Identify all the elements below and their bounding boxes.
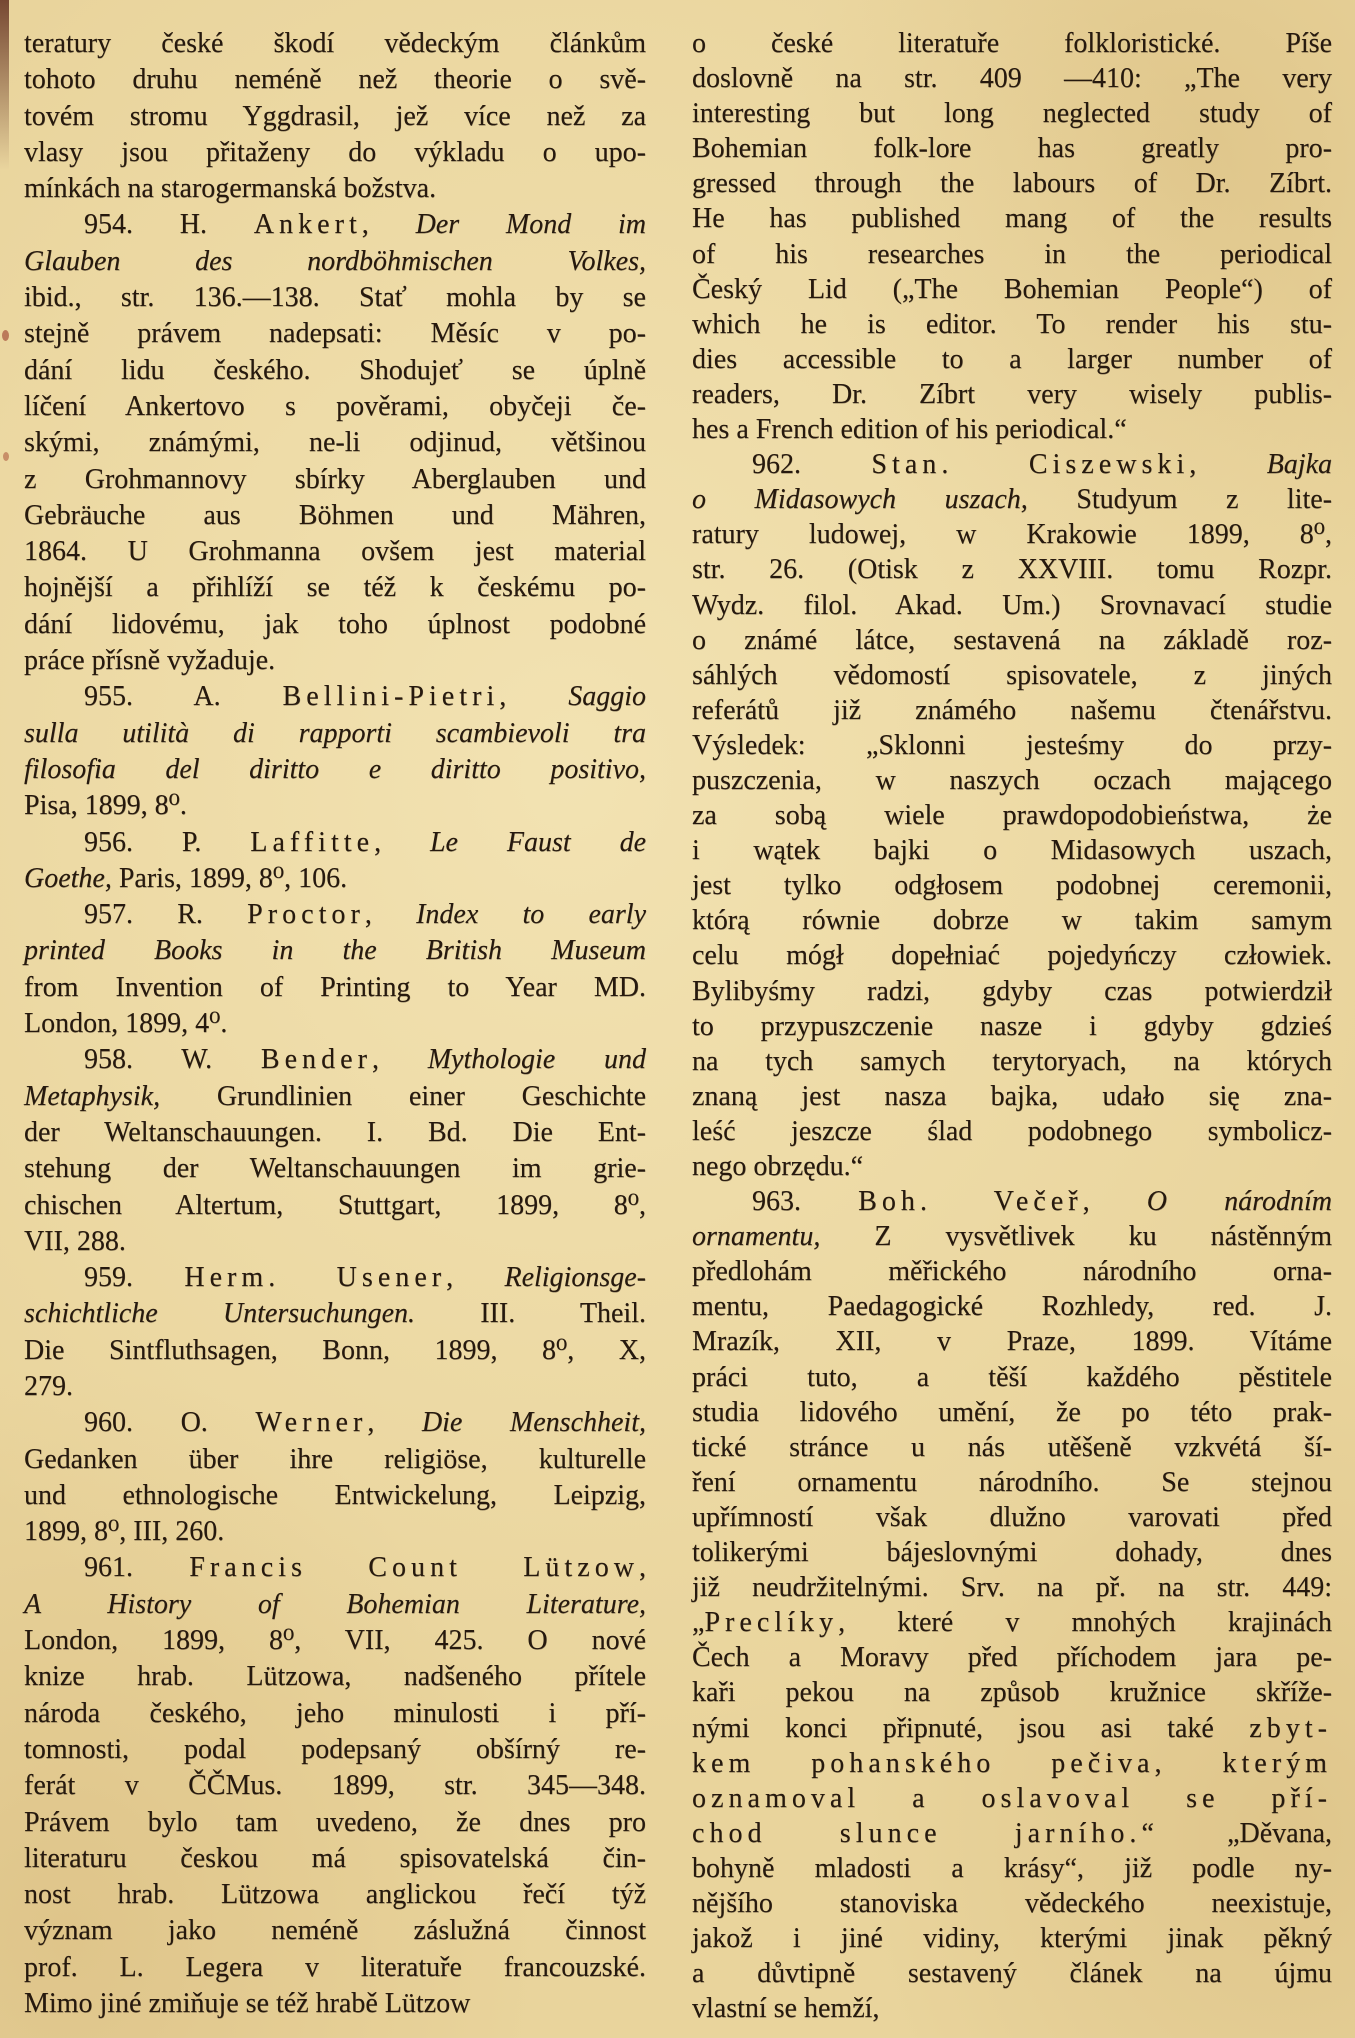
italic-text-segment: Saggio (568, 681, 646, 713)
italic-text-segment: A History of Bohemian Literature, (24, 1588, 646, 1620)
text-segment: Český Lid („The Bohemian People“) of (692, 273, 1332, 305)
text-line (24, 1514, 646, 1550)
text-segment: nost hrab. Lützowa anglickou řečí týž (24, 1879, 646, 1911)
text-segment: interesting but long neglected study of (692, 98, 1332, 130)
italic-text-segment: Die Menschheit, (421, 1407, 646, 1439)
text-segment: dies accessible to a larger number of (692, 343, 1332, 375)
letterspaced-text-segment: Francis Count Lützow (189, 1552, 640, 1584)
text-segment: 958. W. (84, 1044, 261, 1076)
text-segment: nými konci připnuté, jsou asi také (692, 1712, 1250, 1744)
text-line (692, 307, 1332, 342)
text-line (692, 1430, 1332, 1465)
text-line (692, 728, 1332, 763)
paragraph (24, 1550, 646, 2022)
text-segment: ření ornamentu národního. Se stejnou (692, 1466, 1332, 1498)
paper-speck (2, 330, 9, 341)
text-segment: str. 26. (Otisk z XXVIII. tomu Rozpr. (692, 554, 1332, 586)
text-line (24, 1550, 646, 1586)
text-line (24, 897, 646, 933)
italic-text-segment: Goethe, (24, 862, 112, 894)
text-line (24, 171, 646, 207)
text-segment: ferát v ČČMus. 1899, str. 345—348. (24, 1770, 646, 1802)
text-line (24, 1696, 646, 1732)
text-segment: referátů již známého našemu čtenářstvu. (692, 694, 1332, 726)
text-segment: práce přísně vyžaduje. (24, 645, 276, 677)
paragraph (24, 1260, 646, 1405)
text-segment: III. Theil. (415, 1298, 646, 1330)
text-line (24, 62, 646, 98)
text-line (24, 1079, 646, 1115)
text-line (24, 534, 646, 570)
text-segment: London, 1899, 4⁰. (24, 1008, 228, 1040)
text-segment: to przypuszczenie nasze i gdyby gdzieś (692, 1010, 1332, 1042)
text-line (24, 1369, 646, 1405)
text-line (692, 1289, 1332, 1324)
text-segment: sáhlých vědomostí spisovatele, z jiných (692, 659, 1332, 691)
text-line (24, 1732, 646, 1768)
paragraph (24, 26, 646, 207)
text-line (692, 237, 1332, 272)
text-segment: 963. (752, 1186, 859, 1218)
text-segment: líčení Ankertovo s pověrami, obyčeji če- (24, 390, 646, 422)
text-segment: Gedanken über ihre religiöse, kulturelle (24, 1443, 646, 1475)
text-segment: 956. P. (84, 826, 251, 858)
text-segment: Grundlinien einer Geschichte (160, 1080, 646, 1112)
text-line (24, 570, 646, 606)
text-line (692, 517, 1332, 552)
text-line (692, 623, 1332, 658)
text-segment: VII, 288. (24, 1225, 126, 1257)
letterspaced-text-segment: Bellini-Pietri (282, 681, 500, 713)
text-line (24, 1841, 646, 1877)
text-segment: , (361, 209, 416, 241)
text-segment: dání lidu českého. Shodujeť se úplně (24, 354, 646, 386)
text-segment: i wątek bajki o Midasowych uszach, (692, 835, 1332, 867)
text-line (24, 316, 646, 352)
text-segment: , (1189, 449, 1267, 481)
text-line (24, 207, 646, 243)
text-segment: gressed through the labours of Dr. Zíbrt. (692, 168, 1332, 200)
text-line (692, 1851, 1332, 1886)
text-segment: „Děvana, (1158, 1817, 1332, 1849)
italic-text-segment: Bajka (1266, 449, 1333, 481)
text-line (692, 763, 1332, 798)
text-line (692, 1324, 1332, 1359)
text-segment: Die Sintfluthsagen, Bonn, 1899, 8⁰, X, (24, 1334, 646, 1366)
text-line (24, 280, 646, 316)
text-segment: Wydz. filol. Akad. Um.) Srovnavací studie (692, 589, 1332, 621)
text-line (692, 447, 1332, 482)
text-line (24, 1478, 646, 1514)
text-segment: ratury ludowej, w Krakowie 1899, 8⁰, (692, 519, 1332, 551)
text-line (24, 752, 646, 788)
text-line (692, 1816, 1332, 1851)
text-line (692, 798, 1332, 833)
text-segment: , (371, 1044, 428, 1076)
text-segment: „ (692, 1607, 705, 1639)
paragraph (24, 1405, 646, 1550)
text-line (692, 61, 1332, 96)
text-line (24, 861, 646, 897)
text-column-left (24, 26, 646, 2022)
text-line (692, 1570, 1332, 1605)
text-segment: ibid., str. 136.—138. Stať mohla by se (24, 282, 646, 314)
text-segment: which he is editor. To render his stu- (692, 308, 1332, 340)
text-segment: prof. L. Legera v literatuře francouzské. (24, 1951, 646, 1983)
text-segment: którą równie dobrze w takim samym (692, 905, 1332, 937)
italic-text-segment: schichtliche Untersuchungen. (24, 1298, 416, 1330)
letterspaced-text-segment: Werner (255, 1407, 368, 1439)
text-line (692, 201, 1332, 236)
text-line (24, 1659, 646, 1695)
text-line (24, 1877, 646, 1913)
italic-text-segment: Der Mond im (415, 209, 646, 241)
text-line (24, 1151, 646, 1187)
text-line (692, 1044, 1332, 1079)
text-segment: Čech a Moravy před příchodem jara pe- (692, 1642, 1332, 1674)
text-line (24, 1913, 646, 1949)
text-line (24, 1260, 646, 1296)
text-line (692, 1921, 1332, 1956)
text-line (692, 552, 1332, 587)
text-segment: 960. O. (84, 1407, 256, 1439)
text-segment: mínkách na starogermanská božstva. (24, 173, 437, 205)
text-segment: práci tuto, a těší každého pěstitele (692, 1361, 1332, 1393)
text-segment: chischen Altertum, Stuttgart, 1899, 8⁰, (24, 1189, 646, 1221)
text-line (692, 342, 1332, 377)
text-segment: 954. H. (84, 209, 254, 241)
letterspaced-text-segment: Herm. Usener (184, 1262, 447, 1294)
italic-text-segment: Metaphysik, (24, 1080, 161, 1112)
text-segment: za sobą wiele prawdopodobieństwa, że (692, 800, 1332, 832)
letterspaced-text-segment: zbyt- (1249, 1712, 1332, 1744)
text-segment: nějšího stanoviska vědeckého neexistuje, (692, 1887, 1332, 1919)
letterspaced-text-segment: Preclíky (704, 1607, 839, 1639)
text-line (692, 1395, 1332, 1430)
text-line (692, 833, 1332, 868)
text-line (24, 353, 646, 389)
text-line (24, 1950, 646, 1986)
paragraph (24, 679, 646, 824)
letterspaced-text-segment: oznamoval a oslavoval se pří- (692, 1782, 1332, 1814)
italic-text-segment: Religionsge- (504, 1262, 646, 1294)
text-line (692, 1956, 1332, 1991)
text-line (24, 1042, 646, 1078)
text-line (24, 462, 646, 498)
italic-text-segment: sulla utilità di rapporti scambievoli tra (24, 717, 646, 749)
text-segment: 959. (84, 1262, 185, 1294)
text-column-right (692, 26, 1332, 2026)
text-line (24, 1296, 646, 1332)
letterspaced-text-segment: kem pohanského pečiva, kterým (692, 1747, 1332, 1779)
text-segment: of his researches in the periodical (692, 238, 1332, 270)
text-segment: národa českého, jeho minulosti i pří- (24, 1697, 646, 1729)
scan-edge-shadow (0, 0, 9, 170)
italic-text-segment: printed Books in the British Museum (24, 935, 646, 967)
text-segment: a důvtipně sestavený článek na újmu (692, 1958, 1332, 1990)
letterspaced-text-segment: Ankert (253, 209, 362, 241)
text-segment: London, 1899, 8⁰, VII, 425. O nové (24, 1625, 646, 1657)
text-segment: vlasy jsou přitaženy do výkladu o upo- (24, 136, 646, 168)
italic-text-segment: Index to early (416, 899, 646, 931)
text-line (24, 1006, 646, 1042)
text-segment: Gebräuche aus Böhmen und Mähren, (24, 499, 646, 531)
text-line (24, 1333, 646, 1369)
text-segment: knize hrab. Lützowa, nadšeného přítele (24, 1661, 646, 1693)
text-segment: und ethnologische Entwickelung, Leipzig, (24, 1479, 646, 1511)
text-line (692, 903, 1332, 938)
text-segment: Z vysvětlivek ku nástěnným (820, 1221, 1332, 1253)
text-segment: hes a French edition of his periodical.“ (692, 414, 1127, 446)
text-segment: , (639, 1552, 647, 1584)
text-line (692, 1781, 1332, 1816)
text-line (692, 1675, 1332, 1710)
text-segment: tovém stromu Yggdrasil, jež více než za (24, 100, 646, 132)
italic-text-segment: filosofia del diritto e diritto positivo, (24, 753, 646, 785)
text-segment: , (446, 1262, 505, 1294)
text-line (24, 1623, 646, 1659)
text-segment: , (364, 899, 417, 931)
paragraph (24, 825, 646, 898)
text-segment: 279. (24, 1370, 73, 1402)
text-line (24, 1405, 646, 1441)
text-line (692, 272, 1332, 307)
text-segment: Studyum z lite- (1027, 484, 1332, 516)
text-line (24, 643, 646, 679)
paragraph (692, 1184, 1332, 2026)
text-segment: z Grohmannovy sbírky Aberglauben und (24, 463, 646, 495)
text-line (692, 868, 1332, 903)
text-line (24, 1442, 646, 1478)
text-line (692, 96, 1332, 131)
italic-text-segment: Glauben des nordböhmischen Volkes, (24, 245, 646, 277)
text-segment: tohoto druhu neméně než theorie o svě- (24, 64, 646, 96)
text-line (24, 1768, 646, 1804)
text-line (692, 1746, 1332, 1781)
paragraph (692, 26, 1332, 447)
text-segment: bohyně mladosti a krásy“, již podle ny- (692, 1852, 1332, 1884)
text-segment: 962. (752, 449, 872, 481)
text-line (692, 1535, 1332, 1570)
text-line (24, 970, 646, 1006)
text-line (24, 788, 646, 824)
text-segment: readers, Dr. Zíbrt very wisely publis- (692, 378, 1332, 410)
text-line (692, 1184, 1332, 1219)
text-line (692, 166, 1332, 201)
paragraph (24, 207, 646, 679)
text-segment: , (499, 681, 569, 713)
text-line (692, 1360, 1332, 1395)
text-line (692, 1640, 1332, 1675)
text-segment: Bylibyśmy radzi, gdyby czas potwierdził (692, 975, 1332, 1007)
text-segment: již neudržitelnými. Srv. na př. na str. 449: (692, 1572, 1332, 1604)
text-segment: He has published mang of the results (692, 203, 1332, 235)
text-segment: from Invention of Printing to Year MD. (24, 971, 646, 1003)
text-line (24, 135, 646, 171)
text-line (24, 244, 646, 280)
text-segment: Bohemian folk-lore has greatly pro- (692, 133, 1332, 165)
text-line (24, 1224, 646, 1260)
text-line (692, 1500, 1332, 1535)
text-line (692, 1219, 1332, 1254)
text-line (692, 1465, 1332, 1500)
text-line (692, 26, 1332, 61)
text-segment: celu mógł dopełniać pojedyńczy człowiek. (692, 940, 1332, 972)
text-line (692, 693, 1332, 728)
italic-text-segment: o Midasowych uszach, (692, 484, 1028, 516)
text-line (24, 679, 646, 715)
text-segment: Mimo jiné zmiňuje se též hrabě Lützow (24, 1988, 471, 2020)
italic-text-segment: Mythologie und (427, 1044, 646, 1076)
text-segment: nego obrzędu.“ (692, 1151, 864, 1182)
letterspaced-text-segment: Laffitte (250, 826, 375, 858)
text-segment: Pisa, 1899, 8⁰. (24, 790, 187, 822)
text-segment: mentu, Paedagogické Rozhledy, red. J. (692, 1291, 1332, 1323)
text-line (24, 99, 646, 135)
text-segment: o české literatuře folkloristické. Píše (692, 28, 1332, 59)
paragraph (24, 897, 646, 1042)
letterspaced-text-segment: Stan. Ciszewski (871, 449, 1190, 481)
text-segment: vlastní se hemží, (692, 1993, 880, 2025)
paragraph (24, 1042, 646, 1260)
text-segment: studia lidového umění, že po této prak- (692, 1396, 1332, 1428)
letterspaced-text-segment: Boh. Večeř (858, 1186, 1083, 1218)
text-line (24, 1587, 646, 1623)
text-line (692, 588, 1332, 623)
text-segment: dání lidovému, jak toho úplnost podobné (24, 608, 646, 640)
text-segment: , (367, 1407, 422, 1439)
text-line (24, 1805, 646, 1841)
text-line (692, 412, 1332, 447)
letterspaced-text-segment: chod slunce jarního.“ (692, 1817, 1159, 1849)
text-segment: na tych samych terytoryach, na których (692, 1045, 1332, 1077)
italic-text-segment: O národním (1146, 1186, 1332, 1218)
text-segment: leść jeszcze ślad podobnego symbolicz- (692, 1115, 1332, 1147)
text-segment: , (1082, 1186, 1147, 1218)
text-segment: stehung der Weltanschauungen im grie- (24, 1153, 646, 1185)
text-line (692, 1254, 1332, 1289)
text-line (692, 658, 1332, 693)
text-segment: , (374, 826, 430, 858)
text-segment: 955. A. (84, 681, 283, 713)
text-segment: znaną jest nasza bajka, udało się zna- (692, 1080, 1332, 1112)
letterspaced-text-segment: Bender (260, 1044, 372, 1076)
text-line (24, 26, 646, 62)
text-line (24, 1986, 646, 2022)
text-segment: předlohám měřického národního orna- (692, 1256, 1332, 1288)
text-segment: teratury české škodí vědeckým článkům (24, 28, 646, 59)
text-segment: 957. R. (84, 899, 248, 931)
text-line (692, 482, 1332, 517)
text-line (24, 607, 646, 643)
text-line (692, 1886, 1332, 1921)
text-segment: der Weltanschauungen. I. Bd. Die Ent- (24, 1116, 646, 1148)
text-line (692, 1991, 1332, 2026)
text-segment: stejně právem nadepsati: Měsíc v po- (24, 318, 646, 350)
italic-text-segment: ornamentu, (692, 1221, 821, 1253)
text-line (692, 131, 1332, 166)
text-line (24, 498, 646, 534)
text-line (24, 1115, 646, 1151)
text-segment: puszczenia, w naszych oczach mającego (692, 764, 1332, 796)
text-segment: jest tylko odgłosem podobnej ceremonii, (692, 870, 1332, 902)
text-segment: 1864. U Grohmanna ovšem jest material (24, 536, 646, 568)
text-segment: tolikerými bájeslovnými dohady, dnes (692, 1537, 1332, 1569)
text-line (24, 425, 646, 461)
text-line (692, 1605, 1332, 1640)
text-segment: Výsledek: „Sklonni jesteśmy do przy- (692, 729, 1332, 761)
text-segment: , které v mnohých krajinách (838, 1607, 1332, 1639)
text-segment: Mrazík, XII, v Praze, 1899. Vítáme (692, 1326, 1332, 1358)
text-segment: 961. (84, 1552, 190, 1584)
text-segment: Paris, 1899, 8⁰, 106. (111, 862, 348, 894)
text-segment: kaři pekou na způsob kružnice skříže- (692, 1677, 1332, 1709)
text-segment: tické stránce u nás utěšeně vzkvétá ší- (692, 1431, 1332, 1463)
text-line (692, 1079, 1332, 1114)
text-line (692, 1711, 1332, 1746)
text-segment: skými, známými, ne-li odjinud, většinou (24, 427, 646, 459)
text-line (692, 974, 1332, 1009)
text-line (24, 389, 646, 425)
text-segment: o známé látce, sestavená na základě roz- (692, 624, 1332, 656)
paper-speck (3, 452, 9, 461)
text-line (24, 1188, 646, 1224)
text-line (692, 1149, 1332, 1184)
letterspaced-text-segment: Proctor (247, 899, 365, 931)
italic-text-segment: Le Faust de (429, 826, 647, 858)
text-segment: 1899, 8⁰, III, 260. (24, 1516, 225, 1548)
text-segment: doslovně na str. 409 —410: „The very (692, 63, 1332, 95)
text-line (692, 377, 1332, 412)
text-line (692, 1009, 1332, 1044)
text-line (692, 938, 1332, 973)
text-segment: hojnější a přihlíží se též k českému po- (24, 572, 646, 604)
text-line (24, 933, 646, 969)
text-segment: význam jako neméně záslužná činnost (24, 1915, 646, 1947)
paragraph (692, 447, 1332, 1184)
text-segment: upřímností však dlužno varovati před (692, 1501, 1332, 1533)
text-segment: Právem bylo tam uvedeno, že dnes pro (24, 1806, 646, 1838)
text-line (692, 1114, 1332, 1149)
text-segment: literaturu českou má spisovatelská čin- (24, 1842, 646, 1874)
text-line (24, 716, 646, 752)
text-segment: tomnosti, podal podepsaný obšírný re- (24, 1733, 646, 1765)
text-segment: jakož i jiné vidiny, kterými jinak pěkný (692, 1923, 1332, 1955)
text-line (24, 825, 646, 861)
